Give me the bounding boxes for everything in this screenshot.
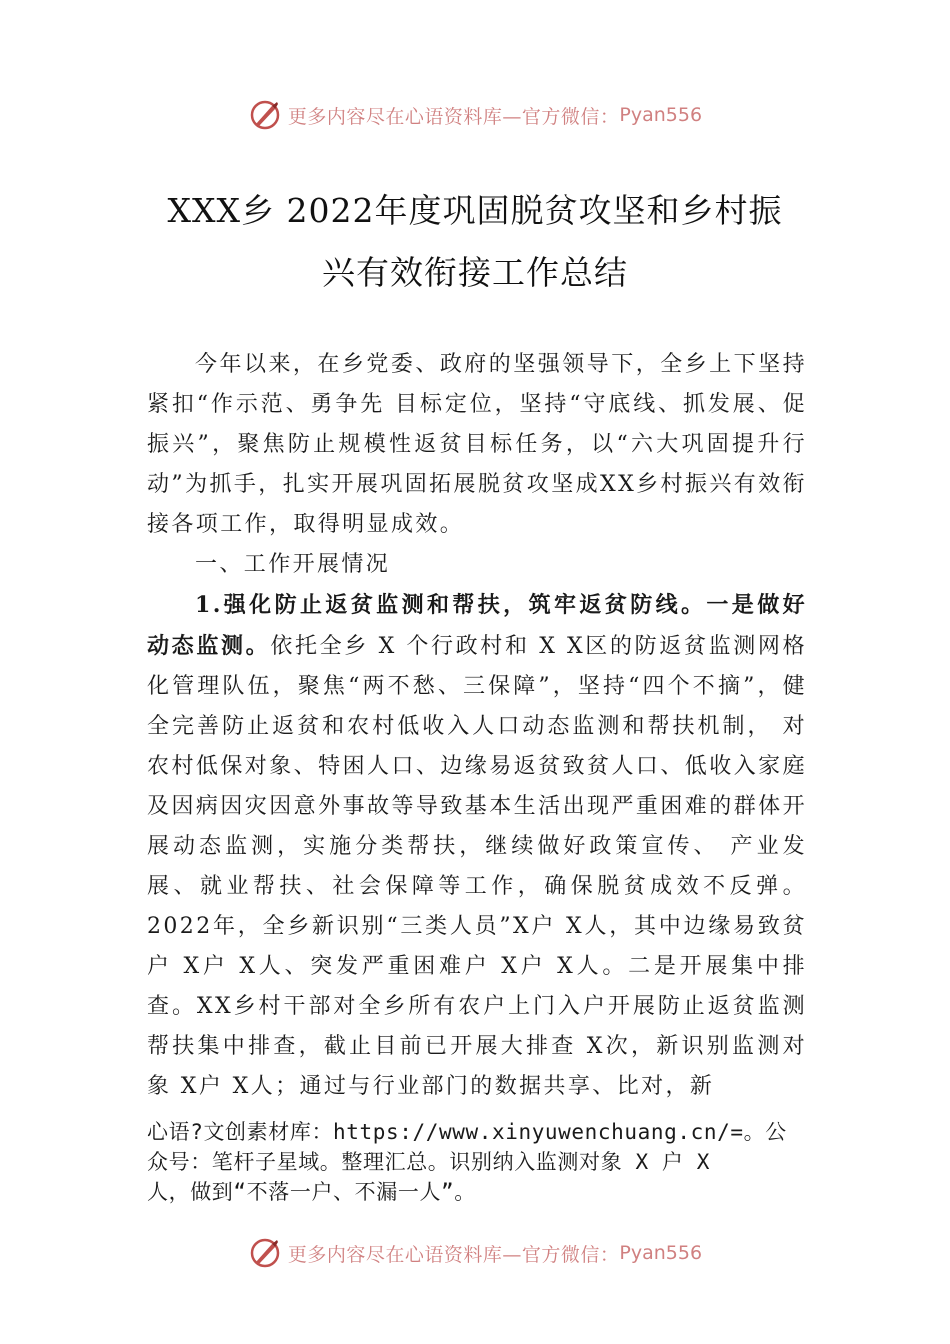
source-note-line-1: 心语?文创素材库：https://www.xinyuwenchuang.cn/=。公 <box>147 1120 787 1144</box>
source-note-line-2: 众号：笔杆子星域。整理汇总。识别纳入监测对象 X 户 X <box>147 1150 711 1174</box>
quill-pen-logo-icon <box>248 98 282 132</box>
section-heading: 一、工作开展情况 <box>195 552 391 577</box>
watermark-wechat-id: Pyan556 <box>619 1242 703 1264</box>
source-note <box>147 1117 827 1207</box>
source-note-line-3: 人，做到“不落一户、不漏一人”。 <box>147 1180 476 1204</box>
item-1-paragraph <box>147 585 807 1107</box>
watermark-header <box>0 95 950 135</box>
item-1-lead: 1.强化防止返贫监测和帮扶，筑牢返贫防线。一是做好动态监测。 <box>147 592 807 659</box>
item-1-text: 依托全乡 X 个行政村和 X X区的防返贫监测网格化管理队伍，聚焦“两不愁、三保障”，坚持“四个不摘”，健全完善防止返贫和农村低收入人口动态监测和帮扶机制， 对农村低保对象、特困人口、边缘易返贫致贫人口、低收入家庭及因病因灾因意外事故等导致基本生活出现严重困难的群体开展动态监测，实施分类帮扶，继续做好政策宣传、 产业发展、就业帮扶、社会保障等工作，确保脱贫成效不反弹。2022年，全乡新识别“三类人员”X户 X人，其中边缘易致贫户 X户 X人、突发严重困难户 X户 X人。二是开展集中排查。XX乡村干部对全乡所有农户上门入户开展防止返贫监测帮扶集中排查，截止目前已开展大排查 X次，新识别监测对象 X户 X人；通过与行业部门的数据共享、比对，新 <box>147 634 807 1099</box>
document-title <box>120 180 830 304</box>
title-line-2: 兴有效衔接工作总结 <box>322 253 628 292</box>
watermark-text: 更多内容尽在心语资料库—官方微信： <box>287 105 620 128</box>
watermark-footer <box>0 1233 950 1273</box>
quill-pen-logo-icon <box>248 1236 282 1270</box>
document-body <box>147 345 807 1107</box>
watermark-wechat-id: Pyan556 <box>619 104 703 126</box>
title-line-1: XXX乡 2022年度巩固脱贫攻坚和乡村振 <box>167 191 783 230</box>
intro-paragraph: 今年以来，在乡党委、政府的坚强领导下，全乡上下坚持紧扣“作示范、勇争先 目标定位，坚持“守底线、抓发展、促振兴”，聚焦防止规模性返贫目标任务，以“六大巩固提升行动”为抓手，扎实开展巩固拓展脱贫攻坚成XX乡村振兴有效衔接各项工作，取得明显成效。 <box>147 352 807 537</box>
watermark-text: 更多内容尽在心语资料库—官方微信： <box>287 1243 620 1266</box>
